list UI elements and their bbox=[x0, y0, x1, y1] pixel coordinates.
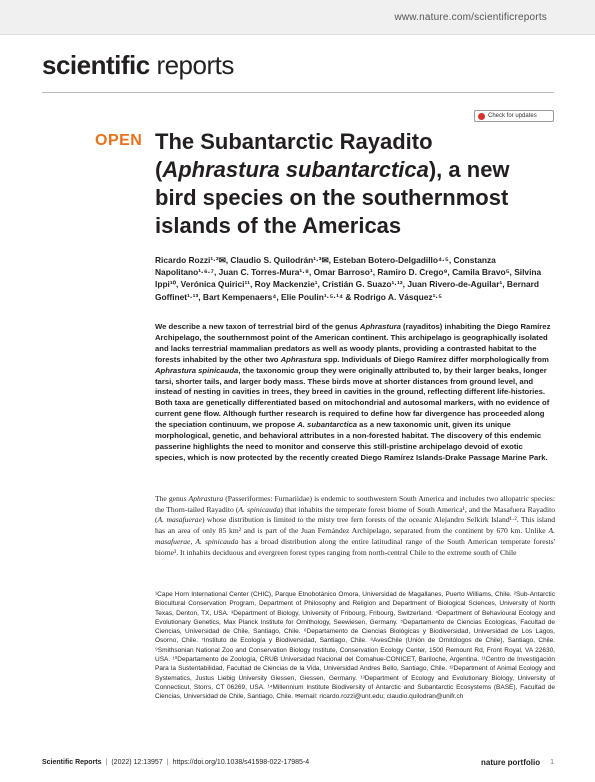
check-for-updates-button[interactable] bbox=[474, 110, 554, 122]
author-list[interactable]: Ricardo Rozzi¹·²✉, Claudio S. Quilodrán¹·³✉, Esteban Botero-Delgadillo⁴·⁵, Constanza Napolitano¹·⁶·⁷, Juan C. Torres-Mura¹·⁸, Omar Barroso¹, Ramiro D. Crego⁹, Camila Bravo⁵, Silvina Ippi¹⁰, Verónica Quirici¹¹, Roy Mackenzie¹, Cristián G. Suazo¹·¹², Juan Rivero-de-Aguilar¹, Bernard Goffinet¹·¹³, Bart Kempenaers⁴, Elie Poulin¹·⁵·¹⁴ & Rodrigo A. Vásquez¹·⁵ bbox=[155, 255, 542, 302]
abstract-text-2: (rayaditos) inhabiting the Diego Ramírez Archipelago, the southernmost point of the American continent. This archipelago is geographically isolated and lacks terrestrial mammalian predators as well as woody plants, providing a contrasted habitat to the forests inhabited by the other two bbox=[155, 322, 551, 364]
journal-name-bold: scientific bbox=[42, 50, 150, 80]
crossmark-icon bbox=[478, 113, 485, 120]
footer-journal: Scientific Reports bbox=[42, 759, 102, 766]
body-text bbox=[155, 494, 555, 558]
abstract-text-3: spp. Individuals of Diego Ramírez differ morphologically from bbox=[321, 354, 549, 364]
journal-name-rest: reports bbox=[149, 50, 234, 80]
body-text-1: The genus bbox=[155, 494, 189, 503]
abstract-text-5: as a new taxonomic unit, given its unique morphological, genetic, and behavioral attributes in a non-forested habitat. The discovery of this endemic passerine highlights the need to monitor and conserve this still-pristine archipelago devoid of exotic species, which is now protected by the recently created Diego Ramírez Islands-Drake Passage Marine Park. bbox=[155, 420, 548, 462]
title-line-2-rest: ), a new bbox=[428, 157, 510, 182]
article-title bbox=[155, 128, 555, 240]
body-text-4: ) whose distribution is limited to the misty tree fern forests of the oceanic Alejandro Selkirk Island¹·². This island has an area of only 85 km² and is part of the Juan Fernández Archipelago, separated from the continent by 670 km. Unlike bbox=[155, 515, 555, 536]
title-line-3: bird species on the southernmost bbox=[155, 185, 509, 210]
abstract-sci-3: Aphrastura spinicauda bbox=[155, 365, 239, 375]
affiliations: ¹Cape Horn International Center (CHIC), Parque Etnobotánico Omora, Universidad de Magallanes, Puerto Williams, Chile. ²Sub-Antarctic Biocultural Conservation Program, Department of Philosophy and Religion and Department of Biological Sciences, University of North Texas, Denton, TX, USA. ³Department of Biology, University of Fribourg, Fribourg, Switzerland. ⁴Department of Behavioural Ecology and Evolutionary Genetics, Max Planck Institute for Ornithology, Seewiesen, Germany. ⁵Departamento de Ciencias Ecologicas, Facultad de Ciencias, Universidad de Chile, Santiago, Chile. ⁶Departamento de Ciencias Biológicas y Biodiversidad, Universidad de Los Lagos, Osorno, Chile. ⁷Instituto de Ecología y Biodiversidad, Santiago, Chile. ⁸AvesChile (Unión de Ornitólogos de Chile), Santiago, Chile. ⁹Smithsonian National Zoo and Conservation Biology Institute, Conservation Ecology Center, 1500 Remount Rd, Front Royal, VA 22630, USA. ¹⁰Departamento de Zoología, CRUB Universidad Nacional del Comahue-CONICET, Bariloche, Argentina. ¹¹Centro de Investigación Para la Sustentabilidad, Facultad de Ciencias de la Vida, Universidad Andres Bello, Santiago, Chile. ¹²Department of Animal Ecology and Systematics, Justus Liebig University Giessen, Giessen, Germany. ¹³Department of Ecology and Evolutionary Biology, University of Connecticut, Storrs, CT 06269, USA. ¹⁴Millennium Institute Biodiversity of Antarctic and Subantarctic Ecosystems (BASE), Facultad de Ciencias, Universidad de Chile, Santiago, Chile. ✉email: ricardo.rozzi@unt.edu; claudio.quilodran@unifr.ch bbox=[155, 591, 555, 701]
publisher-logo: nature portfolio bbox=[480, 758, 541, 767]
abstract-text-1: We describe a new taxon of terrestrial bird of the genus bbox=[155, 322, 360, 331]
title-line-1: The Subantarctic Rayadito bbox=[155, 129, 433, 154]
title-line-2 bbox=[155, 156, 555, 184]
body-sci-2: A. spinicauda bbox=[238, 504, 281, 514]
footer-year: (2022) 12:13957 bbox=[111, 759, 163, 766]
body-text-3: ) that inhabits the temperate forest biome of South America¹, and the Masafuera Rayadito ( bbox=[155, 504, 555, 525]
body-sci-1: Aphrastura bbox=[188, 494, 224, 503]
footer-doi-link[interactable]: https://doi.org/10.1038/s41598-022-17985-4 bbox=[172, 759, 310, 766]
abstract-sci-2: Aphrastura bbox=[280, 354, 322, 364]
abstract bbox=[155, 322, 555, 464]
body-sci-5: A. spinicauda bbox=[195, 536, 239, 546]
title-line-4: islands of the Americas bbox=[155, 213, 402, 238]
journal-url-link[interactable]: www.nature.com/scientificreports bbox=[394, 12, 547, 23]
footer-separator: | bbox=[105, 759, 108, 766]
journal-logo[interactable] bbox=[42, 50, 234, 81]
title-paren: ( bbox=[155, 157, 163, 182]
top-bar bbox=[0, 0, 595, 35]
open-access-label: OPEN bbox=[95, 132, 143, 149]
footer-separator: | bbox=[166, 759, 169, 766]
body-text-4b: , bbox=[190, 536, 196, 546]
body-text-2: (Passeriformes: Furnariidae) is endemic to southwestern South America and includes two allopatric species: the Thorn-tailed Rayadito ( bbox=[155, 494, 555, 514]
abstract-sci-4: A. subantarctica bbox=[297, 420, 358, 430]
body-text-5: has a broad distribution along the entire latitudinal range of the South American temperate forests' biome³. It inhabits deciduous and evergreen forest types ranging from north-central Chile to the extreme south of Chile bbox=[155, 536, 556, 557]
page-footer bbox=[42, 758, 554, 767]
header-divider bbox=[42, 92, 554, 93]
check-for-updates-label: Check for updates bbox=[488, 113, 537, 119]
body-sci-4: A. masafuerae bbox=[155, 526, 555, 546]
abstract-text-4: , the taxonomic group they were originally attributed to, by their larger beaks, longer tarsi, shorter tails, and larger body mass. These birds move at shorter distances from ground level, and instead of nesting in cavities in trees, they breed in cavities in the ground, reflecting different life-histories. Both taxa are genetically differentiated based on mitochondrial and autosomal markers, with no evidence of current gene flow. Although further research is required to define how far divergence has proceeded along the speciation continuum, we propose bbox=[155, 365, 550, 430]
title-species-name: Aphrastura subantarctica bbox=[162, 157, 429, 182]
page-number: 1 bbox=[550, 759, 554, 766]
body-sci-3: A. masafuerae bbox=[157, 515, 202, 525]
abstract-sci-1: Aphrastura bbox=[359, 322, 401, 331]
